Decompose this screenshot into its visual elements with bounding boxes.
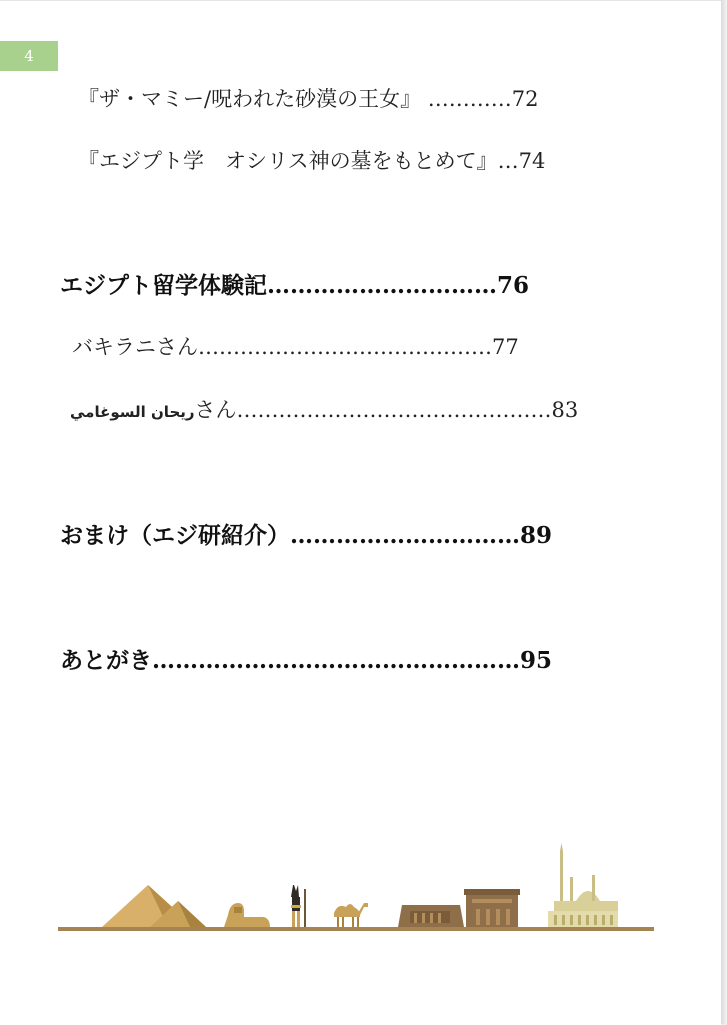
page-edge-shadow (721, 0, 727, 1024)
pyramids-icon (102, 885, 206, 927)
toc-entry-mummy: 『ザ・マミー/呪われた砂漠の王女』 …………72 (78, 87, 539, 111)
camel-icon (334, 903, 368, 927)
toc-entry-omake: おまけ（エジ研紹介）…………………………89 (60, 522, 553, 549)
anubis-icon (291, 885, 306, 927)
toc-entry-egyptology: 『エジプト学 オシリス神の墓をもとめて』…74 (78, 149, 546, 173)
toc-entry-rayhan (70, 394, 578, 424)
toc-entry-rayhan-rest: さん………………………………………83 (194, 398, 579, 422)
temple-icon (398, 905, 464, 927)
egypt-skyline-illustration (58, 841, 654, 941)
page-number-badge: 4 (0, 41, 58, 71)
sphinx-icon (224, 903, 270, 927)
toc-entry-study-abroad: エジプト留学体験記…………………………76 (60, 272, 530, 299)
mosque-icon (548, 843, 618, 927)
toc-entry-afterword: あとがき…………………………………………95 (60, 647, 553, 674)
ground-line (58, 927, 654, 931)
arabic-name: ريحان السوغامي (70, 403, 195, 421)
toc-entry-bakirani: バキラニさん……………………………………77 (72, 335, 519, 359)
gateway-icon (464, 889, 520, 927)
